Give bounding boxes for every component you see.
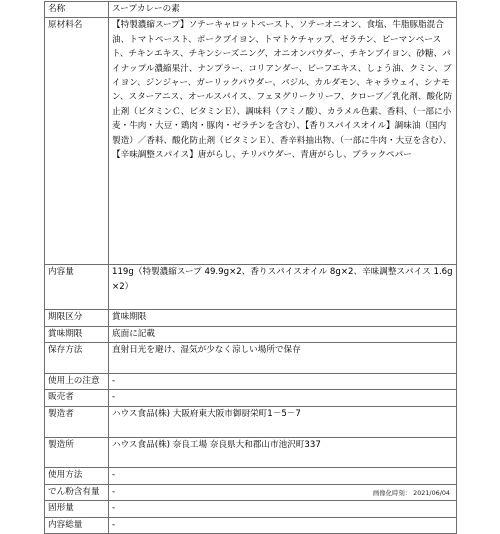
timestamp-date: 2021/06/04	[413, 489, 450, 497]
spec-row	[45, 265, 457, 310]
spec-row	[45, 310, 457, 326]
spec-label: 期限区分	[45, 310, 109, 326]
spec-label: 使用方法	[45, 468, 109, 484]
spec-value: -	[109, 373, 457, 389]
spec-table-body	[45, 2, 457, 534]
spec-label: 内容量	[45, 265, 109, 310]
spec-row	[45, 373, 457, 389]
spec-value: 賞味期限	[109, 310, 457, 326]
spec-row	[45, 501, 457, 517]
spec-label: 賞味期限	[45, 326, 109, 342]
spec-value: 119g（特製濃縮スープ 49.9g×2、香りスパイスオイル 8g×2、辛味調整スパイス 1.6g×2）	[109, 265, 457, 310]
spec-row	[45, 517, 457, 533]
spec-value: ハウス食品(株) 大阪府東大阪市御厨栄町1－5－7	[109, 406, 457, 437]
spec-row	[45, 343, 457, 374]
spec-label: 製造者	[45, 406, 109, 437]
timestamp-label: 画像化時刻：	[372, 489, 412, 497]
spec-label: 内容総量	[45, 517, 109, 533]
spec-label: 原材料名	[45, 18, 109, 265]
spec-row	[45, 437, 457, 468]
spec-row	[45, 390, 457, 406]
spec-row	[45, 406, 457, 437]
spec-row	[45, 18, 457, 265]
spec-value: -	[109, 517, 457, 533]
spec-value: -	[109, 501, 457, 517]
spec-label: 販売者	[45, 390, 109, 406]
spec-label: 固形量	[45, 501, 109, 517]
spec-value: スープカレーの素	[109, 2, 457, 18]
spec-label: 保存方法	[45, 343, 109, 374]
spec-row	[45, 2, 457, 18]
spec-value: ハウス食品(株) 奈良工場 奈良県大和郡山市池沢町337	[109, 437, 457, 468]
spec-value: 直射日光を避け、湿気が少なく涼しい場所で保存	[109, 343, 457, 374]
spec-row	[45, 326, 457, 342]
product-spec-table	[44, 1, 457, 534]
spec-label: 使用上の注意	[45, 373, 109, 389]
spec-value: -	[109, 468, 457, 484]
image-timestamp	[373, 489, 450, 498]
spec-label: 名称	[45, 2, 109, 18]
spec-value: 底面に記載	[109, 326, 457, 342]
spec-value: -	[109, 390, 457, 406]
spec-value: -	[109, 484, 457, 500]
spec-label: 製造所	[45, 437, 109, 468]
spec-row	[45, 468, 457, 484]
spec-value: 【特製濃縮スープ】ソテーキャロットペースト、ソテーオニオン、食塩、牛脂豚脂混合油、トマトペースト、ポークブイヨン、トマトケチャップ、ゼラチン、ピーマンペースト、チキンエキス、チキンシーズニング、オニオンパウダー、チキンブイヨン、砂糖、パイナップル濃縮果汁、ナンプラー、コリアンダー、ビーフエキス、しょう油、クミン、ブイヨン、ジンジャー、ガーリックパウダー、バジル、カルダモン、キャラウェイ、シナモン、スターアニス、オールスパイス、フェヌグリークリーフ、クローブ／乳化剤、酸化防止剤（ビタミンＣ、ビタミンＥ）、調味料（アミノ酸）、カラメル色素、香料、（一部に小麦・牛肉・大豆・鶏肉・豚肉・ゼラチンを含む）、【香りスパイスオイル】調味油（国内製造）／香料、酸化防止剤（ビタミンＥ）、香辛料抽出物、（一部に牛肉・大豆を含む）、【辛味調整スパイス】唐がらし、チリパウダー、青唐がらし、ブラックペパー	[109, 18, 457, 265]
spec-label: でん粉含有量	[45, 484, 109, 500]
